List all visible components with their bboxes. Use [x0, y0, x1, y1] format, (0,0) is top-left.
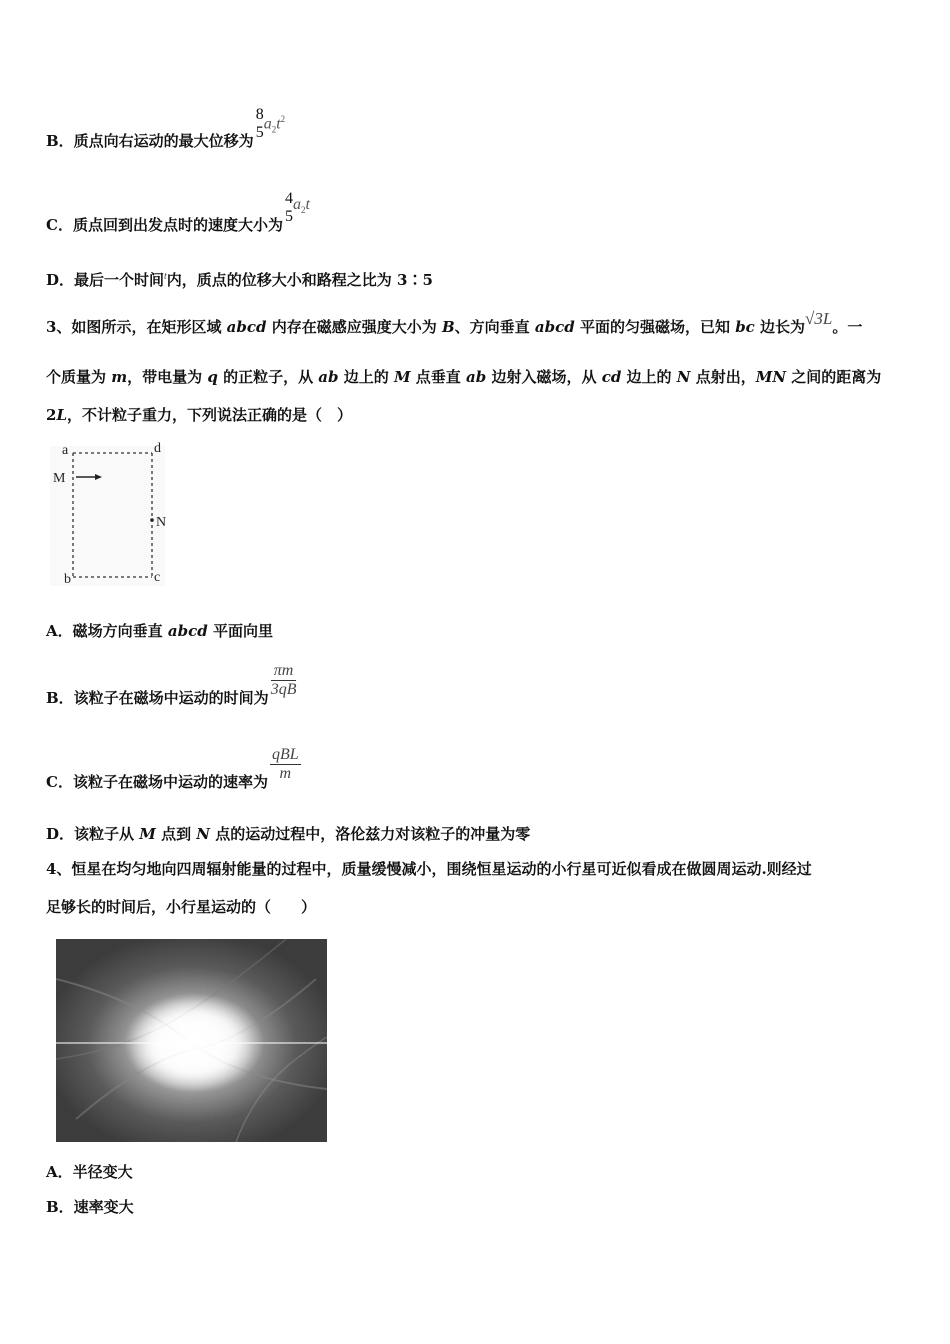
math-t: t — [164, 271, 167, 282]
q4-option-a[interactable]: A．半径变大 — [46, 1163, 133, 1181]
q2-option-d-text-1: D．最后一个时间 — [46, 271, 165, 289]
fraction-numerator: 4 — [284, 190, 293, 207]
q3-option-b-fraction — [271, 662, 297, 699]
q2-option-c-term: $a_2t$ — [292, 196, 310, 216]
label-b: b — [64, 572, 71, 587]
q3-stem-line-1: 3、如图所示，在矩形区域 abcd 内存在磁感应强度大小为 B、方向垂直 abcd 平面的匀强磁场，已知 bc 边长为√3L。一 — [46, 309, 863, 336]
q2-option-c-text: C．质点回到出发点时的速度大小为 — [46, 216, 283, 234]
fraction-numerator: 8 — [255, 106, 264, 123]
q3-option-d[interactable]: D．该粒子从 M 点到 N 点的运动过程中，洛伦兹力对该粒子的冲量为零 — [46, 825, 531, 843]
q3-stem-line-3: 2L，不计粒子重力，下列说法正确的是（ ） — [46, 406, 352, 424]
label-n: N — [156, 515, 167, 530]
fraction-denominator: m — [279, 765, 292, 782]
q2-option-b-term: $a_2t^2$ — [263, 113, 286, 135]
q3-option-c[interactable] — [46, 742, 301, 791]
q3-rectangle-figure — [40, 438, 190, 588]
q3-option-c-text: C．该粒子在磁场中运动的速率为 — [46, 772, 268, 791]
label-m: M — [53, 471, 66, 486]
sqrt3L-formula: √3L — [805, 309, 833, 328]
fraction-denominator: 5 — [255, 124, 264, 141]
label-c: c — [154, 570, 161, 585]
q3-option-c-fraction — [270, 746, 301, 783]
figure-shading — [50, 446, 165, 586]
fraction-denominator: 3qB — [270, 681, 297, 698]
q2-option-c[interactable] — [46, 188, 310, 234]
label-a: a — [62, 443, 69, 458]
q2-option-b[interactable] — [46, 104, 286, 150]
q4-stem-line-1: 4、恒星在均匀地向四周辐射能量的过程中，质量缓慢减小，围绕恒星运动的小行星可近似看成在做圆周运动.则经过 — [46, 860, 812, 878]
fraction-denominator: 5 — [284, 208, 293, 225]
q4-stem-line-2: 足够长的时间后，小行星运动的（ ） — [46, 898, 317, 916]
fraction-numerator: πm — [271, 662, 297, 681]
q3-option-b[interactable] — [46, 658, 297, 707]
q3-option-b-text: B．该粒子在磁场中运动的时间为 — [46, 688, 269, 707]
q3-option-a[interactable]: A．磁场方向垂直 abcd 平面向里 — [46, 622, 273, 640]
fraction-numerator: qBL — [271, 746, 299, 763]
q2-option-d[interactable] — [46, 270, 433, 293]
star-photo-image — [56, 939, 327, 1142]
label-d: d — [154, 441, 161, 456]
q2-option-b-text: B．质点向右运动的最大位移为 — [46, 132, 254, 150]
q3-stem-line-2: 个质量为 m，带电量为 q 的正粒子，从 ab 边上的 M 点垂直 ab 边射入磁场，从 cd 边上的 N 点射出，MN 之间的距离为 — [46, 368, 882, 386]
q2-option-b-fraction — [256, 106, 264, 142]
q2-option-c-fraction — [285, 190, 293, 226]
point-n-dot — [150, 518, 154, 522]
q2-option-d-text-2: 内，质点的位移大小和路程之比为 3∶5 — [166, 271, 433, 289]
q4-option-b[interactable]: B．速率变大 — [46, 1198, 134, 1216]
